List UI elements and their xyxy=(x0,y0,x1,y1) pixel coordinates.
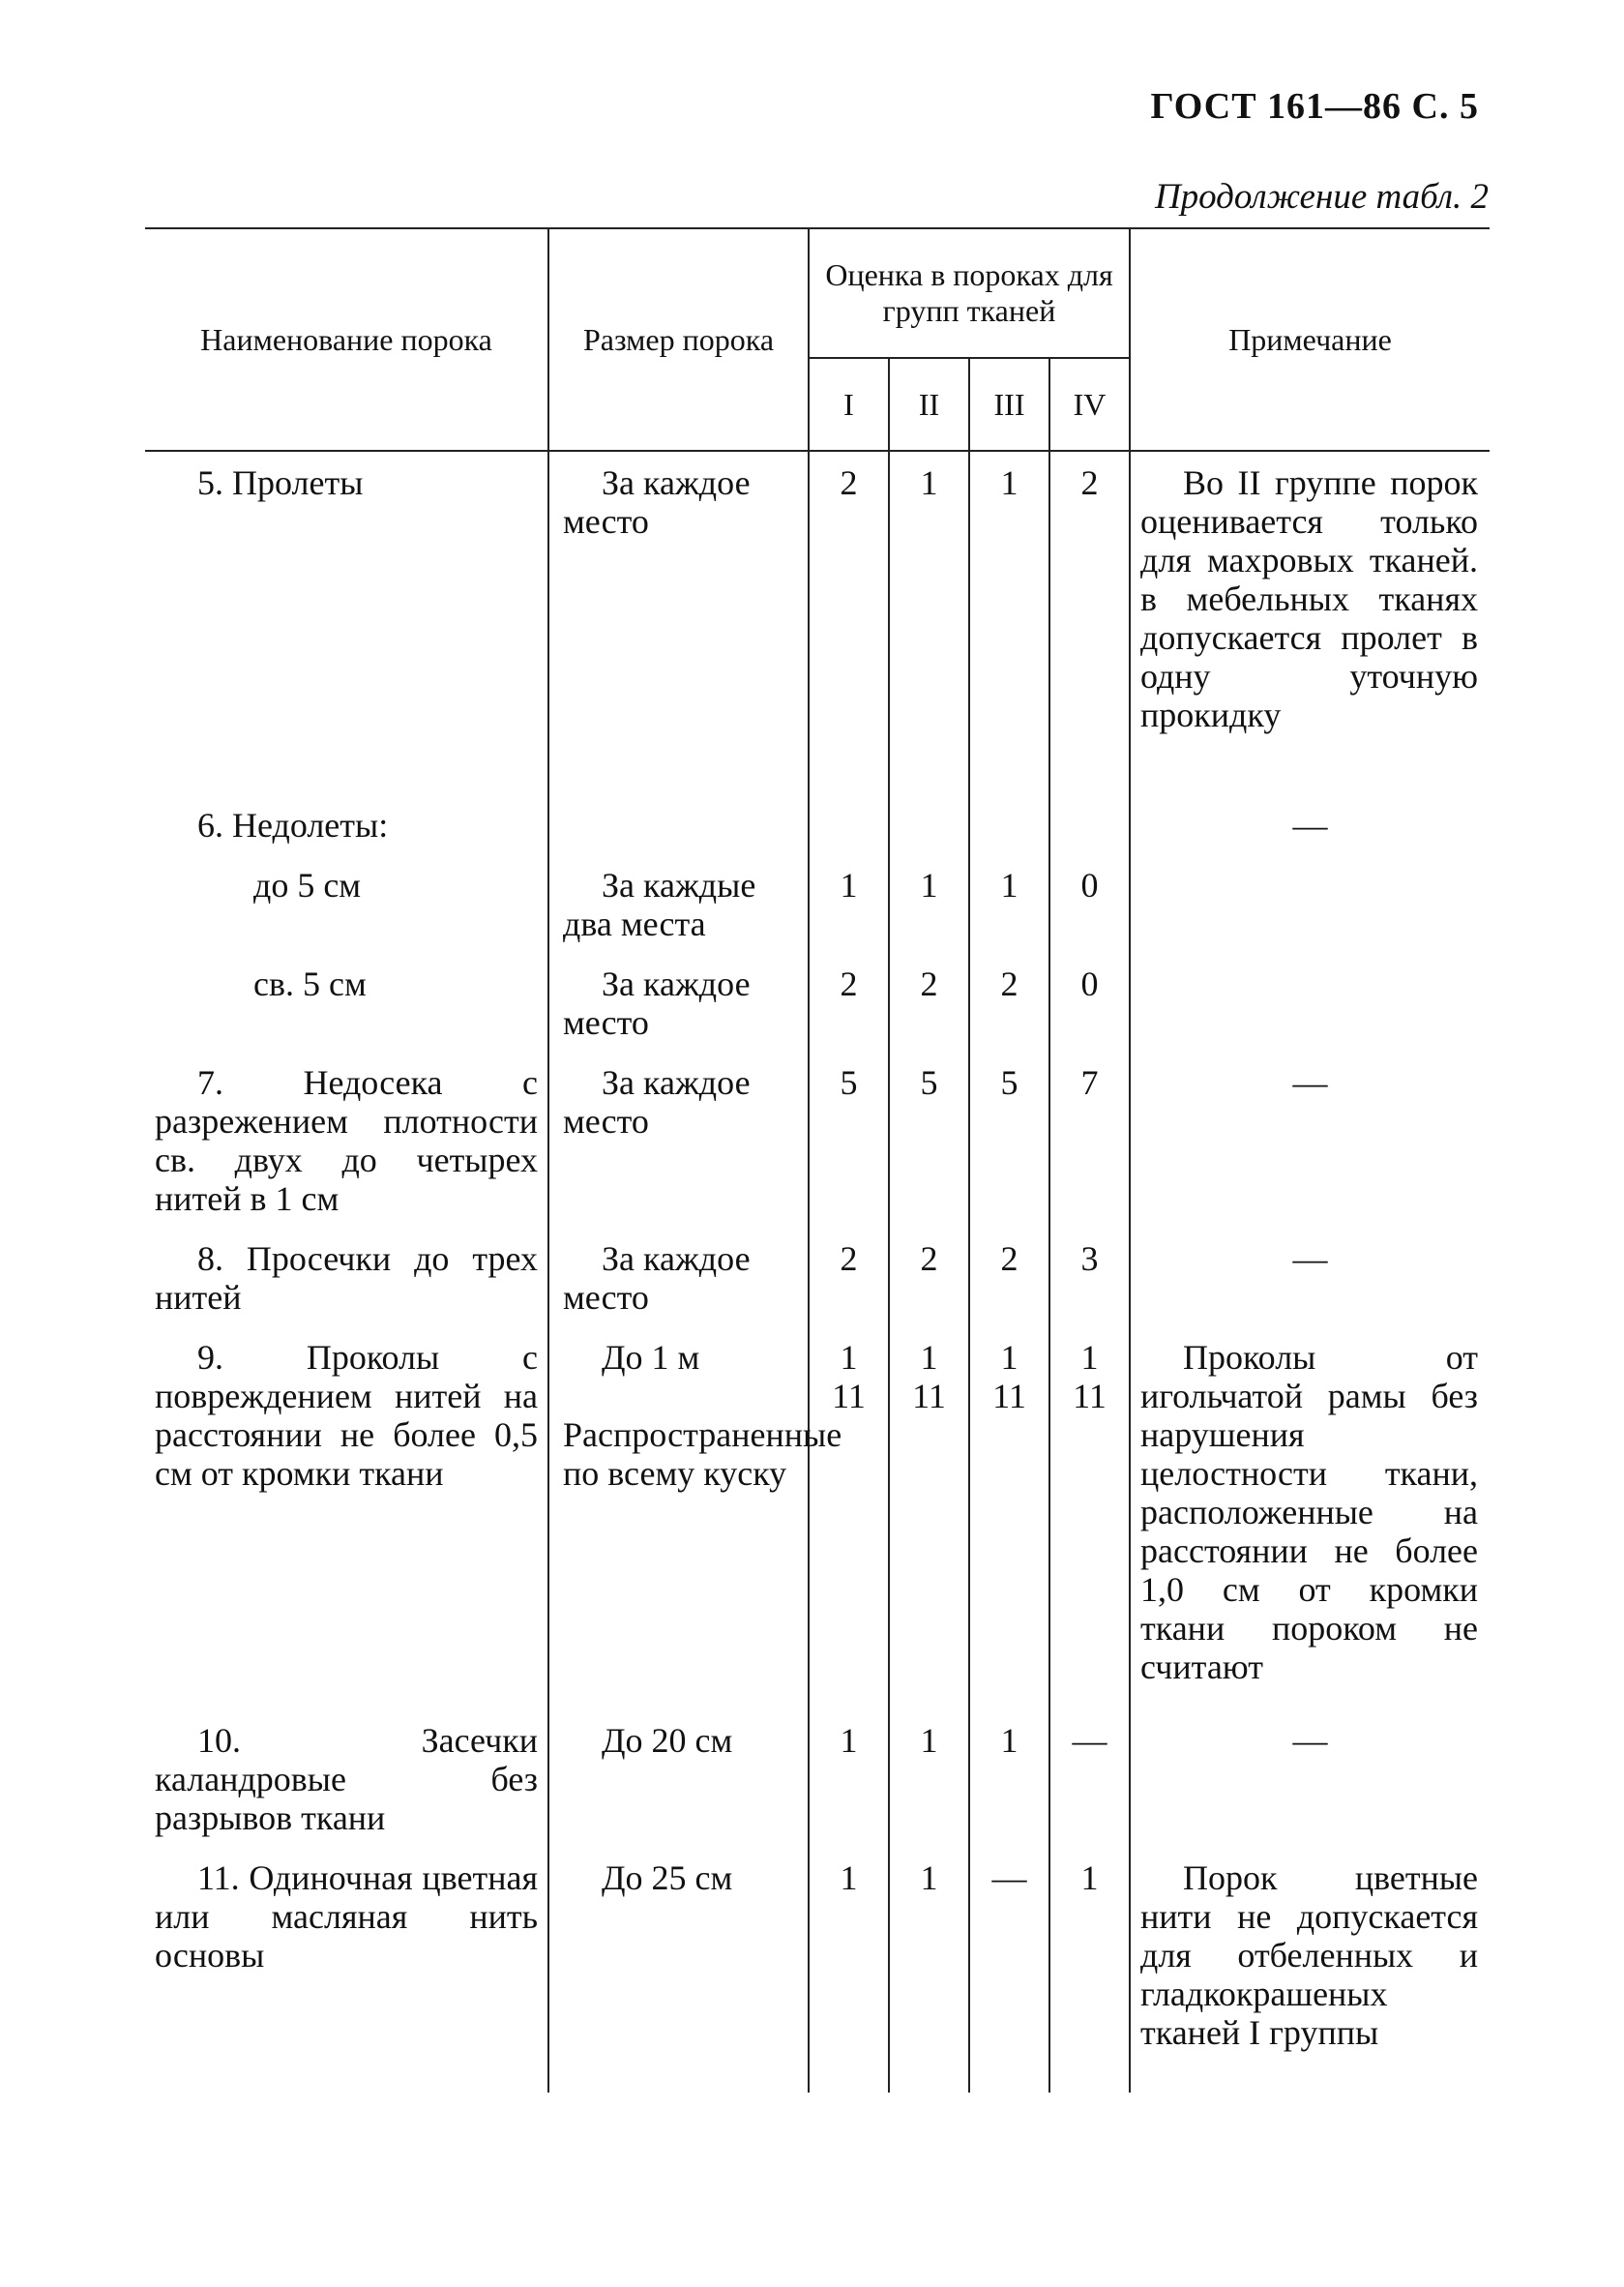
group-4-value: 0 xyxy=(1049,953,1130,1052)
value-line: 1 xyxy=(1000,1338,1019,1377)
group-2-value: 1 xyxy=(889,1709,969,1847)
column-header-evaluation: Оценка в пороках для групп тканей xyxy=(809,228,1130,358)
group-1-value: 2 xyxy=(809,451,889,794)
defect-name xyxy=(145,1847,548,2093)
defect-size xyxy=(548,1052,809,1228)
defect-size-text: За каждое место xyxy=(563,965,751,1042)
group-1-value: 1 xyxy=(809,1709,889,1847)
group-3-value: 2 xyxy=(969,953,1049,1052)
defect-name-text: 8. Просечки до трех нитей xyxy=(155,1239,538,1317)
group-3-value: 1 xyxy=(969,1709,1049,1847)
table-row xyxy=(145,794,1490,854)
defect-note: — xyxy=(1130,1709,1490,1847)
defect-name-text: 10. Засечки каландровые без разрывов ткани xyxy=(155,1721,538,1837)
defect-name xyxy=(145,1052,548,1228)
table-row xyxy=(145,1228,1490,1326)
table-row xyxy=(145,1326,1490,1709)
column-header-defect-size: Размер порока xyxy=(548,228,809,451)
column-header-group-3: III xyxy=(969,358,1049,451)
group-3-value: 1 xyxy=(969,854,1049,953)
group-1-value: 1 xyxy=(809,1847,889,2093)
table-row xyxy=(145,953,1490,1052)
group-4-value: 2 xyxy=(1049,451,1130,794)
defect-name-text: 6. Недолеты: xyxy=(197,806,389,845)
column-header-defect-name: Наименование порока xyxy=(145,228,548,451)
column-header-group-4: IV xyxy=(1049,358,1130,451)
column-header-group-2: II xyxy=(889,358,969,451)
group-2-value: 1 xyxy=(889,451,969,794)
group-4-value xyxy=(1049,794,1130,854)
value-line: 11 xyxy=(992,1377,1026,1415)
table-row xyxy=(145,1052,1490,1228)
table-row xyxy=(145,1847,1490,2093)
defects-table xyxy=(145,227,1490,2093)
defect-size xyxy=(548,794,809,854)
column-header-group-1: I xyxy=(809,358,889,451)
group-2-value: 1 xyxy=(889,1847,969,2093)
defect-size-text: До 1 м xyxy=(602,1338,700,1377)
page-header: ГОСТ 161—86 С. 5 xyxy=(1150,86,1479,127)
defect-size xyxy=(548,1709,809,1847)
group-4-value: 1 xyxy=(1049,1847,1130,2093)
defect-subname: до 5 см xyxy=(253,866,362,905)
group-2-value: 2 xyxy=(889,1228,969,1326)
defect-size-text: За каждые два места xyxy=(563,866,756,943)
group-2-value xyxy=(889,1326,969,1709)
defect-note: — xyxy=(1130,1052,1490,1228)
column-header-note: Примечание xyxy=(1130,228,1490,451)
group-3-value: — xyxy=(969,1847,1049,2093)
defect-size-text: До 20 см xyxy=(602,1721,733,1760)
group-4-value: — xyxy=(1049,1709,1130,1847)
defect-note-text: Порок цветные нити не допускается для отбеленных и гладкокрашеных тканей I группы xyxy=(1140,1858,1479,2052)
group-4-value: 3 xyxy=(1049,1228,1130,1326)
table-continuation-caption: Продолжение табл. 2 xyxy=(1154,177,1489,217)
group-3-value xyxy=(969,1326,1049,1709)
group-2-value: 1 xyxy=(889,854,969,953)
defect-name-text: 7. Недосека с разрежением плотности св. двух до четырех нитей в 1 см xyxy=(155,1063,538,1218)
defect-name-text: 5. Пролеты xyxy=(197,463,364,502)
table-header xyxy=(145,228,1490,451)
defect-name xyxy=(145,1326,548,1709)
defect-note xyxy=(1130,854,1490,953)
defect-size xyxy=(548,953,809,1052)
value-line: 1 xyxy=(920,1338,938,1377)
group-3-value: 5 xyxy=(969,1052,1049,1228)
table-row xyxy=(145,1709,1490,1847)
group-3-value: 1 xyxy=(969,451,1049,794)
defect-size xyxy=(548,854,809,953)
defect-note xyxy=(1130,953,1490,1052)
group-2-value xyxy=(889,794,969,854)
value-line: 1 xyxy=(1080,1338,1099,1377)
value-line: 11 xyxy=(832,1377,866,1415)
defect-note xyxy=(1130,1847,1490,2093)
defect-size xyxy=(548,1228,809,1326)
value-line: 11 xyxy=(1073,1377,1107,1415)
defect-note xyxy=(1130,1326,1490,1709)
group-1-value xyxy=(809,1326,889,1709)
group-1-value: 1 xyxy=(809,854,889,953)
defect-name xyxy=(145,1228,548,1326)
group-4-value xyxy=(1049,1326,1130,1709)
defect-note-text: Проколы от игольчатой рамы без нарушения целостности ткани, расположенные на расстоянии не более 1,0 см от кромки ткани пороком не считают xyxy=(1140,1338,1479,1686)
group-1-value: 2 xyxy=(809,1228,889,1326)
group-1-value xyxy=(809,794,889,854)
group-4-value: 7 xyxy=(1049,1052,1130,1228)
defect-size-text: За каждое место xyxy=(563,463,751,541)
group-4-value: 0 xyxy=(1049,854,1130,953)
defect-note: — xyxy=(1130,1228,1490,1326)
group-1-value: 2 xyxy=(809,953,889,1052)
defect-size-text: Распространенные по всему куску xyxy=(563,1415,842,1493)
defect-note xyxy=(1130,451,1490,794)
group-1-value: 5 xyxy=(809,1052,889,1228)
defect-note-text: Во II группе порок оценивается только для махровых тканей. в мебельных тканях допускается пролет в одну уточную прокидку xyxy=(1140,463,1479,734)
defect-size xyxy=(548,451,809,794)
table-row xyxy=(145,854,1490,953)
table-row xyxy=(145,451,1490,794)
group-2-value: 2 xyxy=(889,953,969,1052)
defect-size-text: За каждое место xyxy=(563,1239,751,1317)
defect-name xyxy=(145,794,548,854)
defect-size xyxy=(548,1847,809,2093)
group-3-value: 2 xyxy=(969,1228,1049,1326)
defect-name xyxy=(145,1709,548,1847)
defect-note: — xyxy=(1130,794,1490,854)
defect-name-text: 11. Одиночная цветная или масляная нить основы xyxy=(155,1858,538,1975)
defect-name-text: 9. Проколы с повреждением нитей на расстоянии не более 0,5 см от кромки ткани xyxy=(155,1338,538,1493)
value-line: 11 xyxy=(912,1377,946,1415)
group-3-value xyxy=(969,794,1049,854)
defect-name xyxy=(145,451,548,794)
defect-size xyxy=(548,1326,842,1709)
defect-size-text: До 25 см xyxy=(602,1858,733,1897)
value-line: 1 xyxy=(840,1338,858,1377)
defect-subname: св. 5 см xyxy=(253,965,367,1003)
group-2-value: 5 xyxy=(889,1052,969,1228)
defect-size-text: За каждое место xyxy=(563,1063,751,1141)
